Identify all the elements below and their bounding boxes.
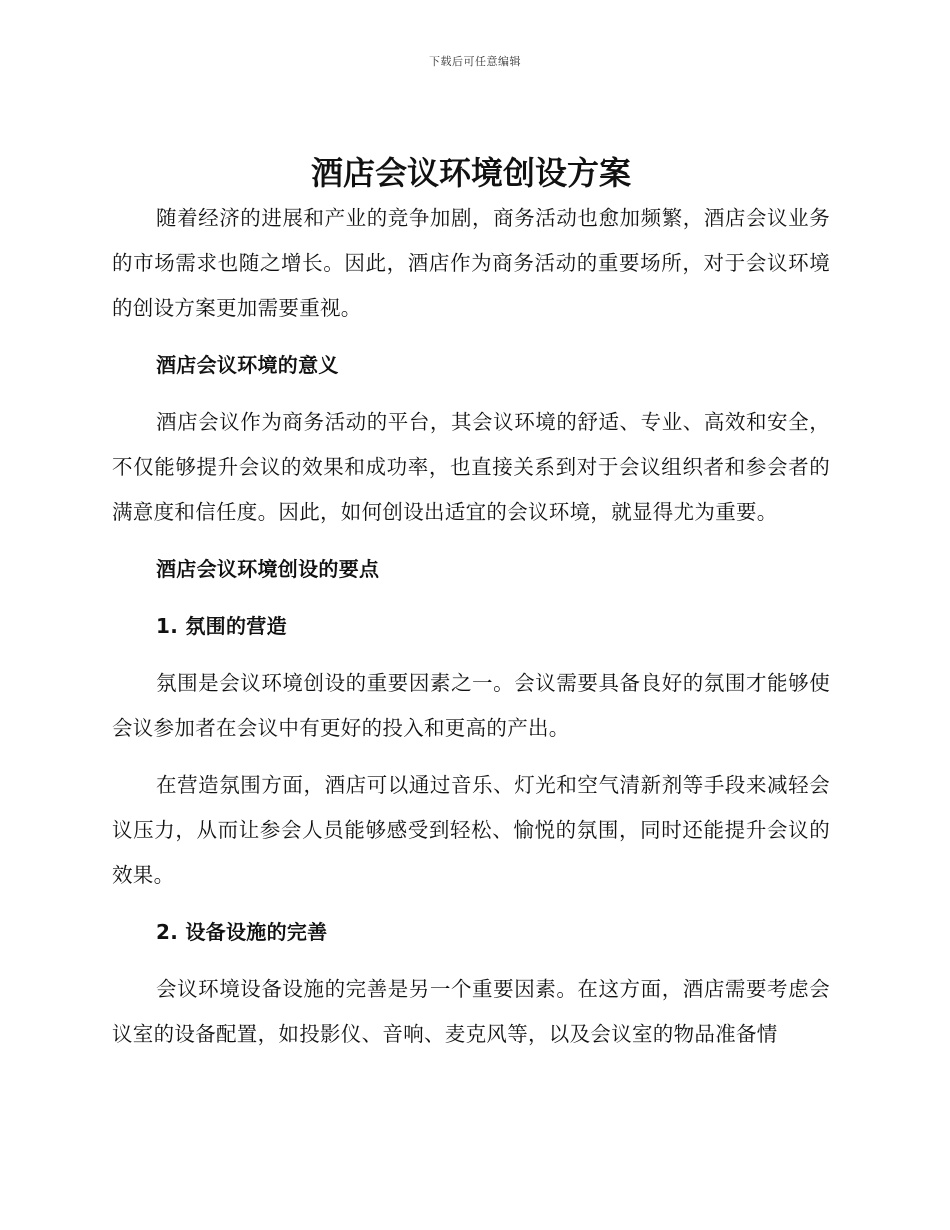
facilities-paragraph-1: 会议环境设备设施的完善是另一个重要因素。在这方面，酒店需要考虑会议室的设备配置，如投影仪、音响、麦克风等，以及会议室的物品准备情 (112, 977, 830, 1046)
document-content (112, 150, 830, 1057)
atmosphere-paragraph-2: 在营造氛围方面，酒店可以通过音乐、灯光和空气清新剂等手段来减轻会议压力，从而让参会人员能够感受到轻松、愉悦的氛围，同时还能提升会议的效果。 (112, 773, 830, 887)
document-title: 酒店会议环境创设方案 (310, 154, 631, 192)
spacer (112, 955, 830, 967)
subheading-atmosphere: 1. 氛围的营造 (156, 614, 287, 638)
subheading-facilities: 2. 设备设施的完善 (156, 920, 328, 944)
spacer (112, 649, 830, 661)
intro-paragraph: 随着经济的进展和产业的竞争加剧，商务活动也愈加频繁，酒店会议业务的市场需求也随之增长。因此，酒店作为商务活动的重要场所，对于会议环境的创设方案更加需要重视。 (112, 206, 830, 320)
significance-paragraph: 酒店会议作为商务活动的平台，其会议环境的舒适、专业、高效和安全，不仅能够提升会议的效果和成功率，也直接关系到对于会议组织者和参会者的满意度和信任度。因此，如何创设出适宜的会议环境，就显得尤为重要。 (112, 410, 830, 524)
spacer (112, 388, 830, 400)
page-header-note: 下载后可任意编辑 (429, 55, 521, 68)
atmosphere-paragraph-1: 氛围是会议环境创设的重要因素之一。会议需要具备良好的氛围才能够使会议参加者在会议中有更好的投入和更高的产出。 (112, 671, 830, 740)
spacer (112, 331, 830, 343)
spacer (112, 898, 830, 910)
spacer (112, 592, 830, 604)
section-heading-key-points: 酒店会议环境创设的要点 (156, 557, 380, 581)
spacer (112, 751, 830, 763)
section-heading-significance: 酒店会议环境的意义 (156, 353, 339, 377)
spacer (112, 535, 830, 547)
